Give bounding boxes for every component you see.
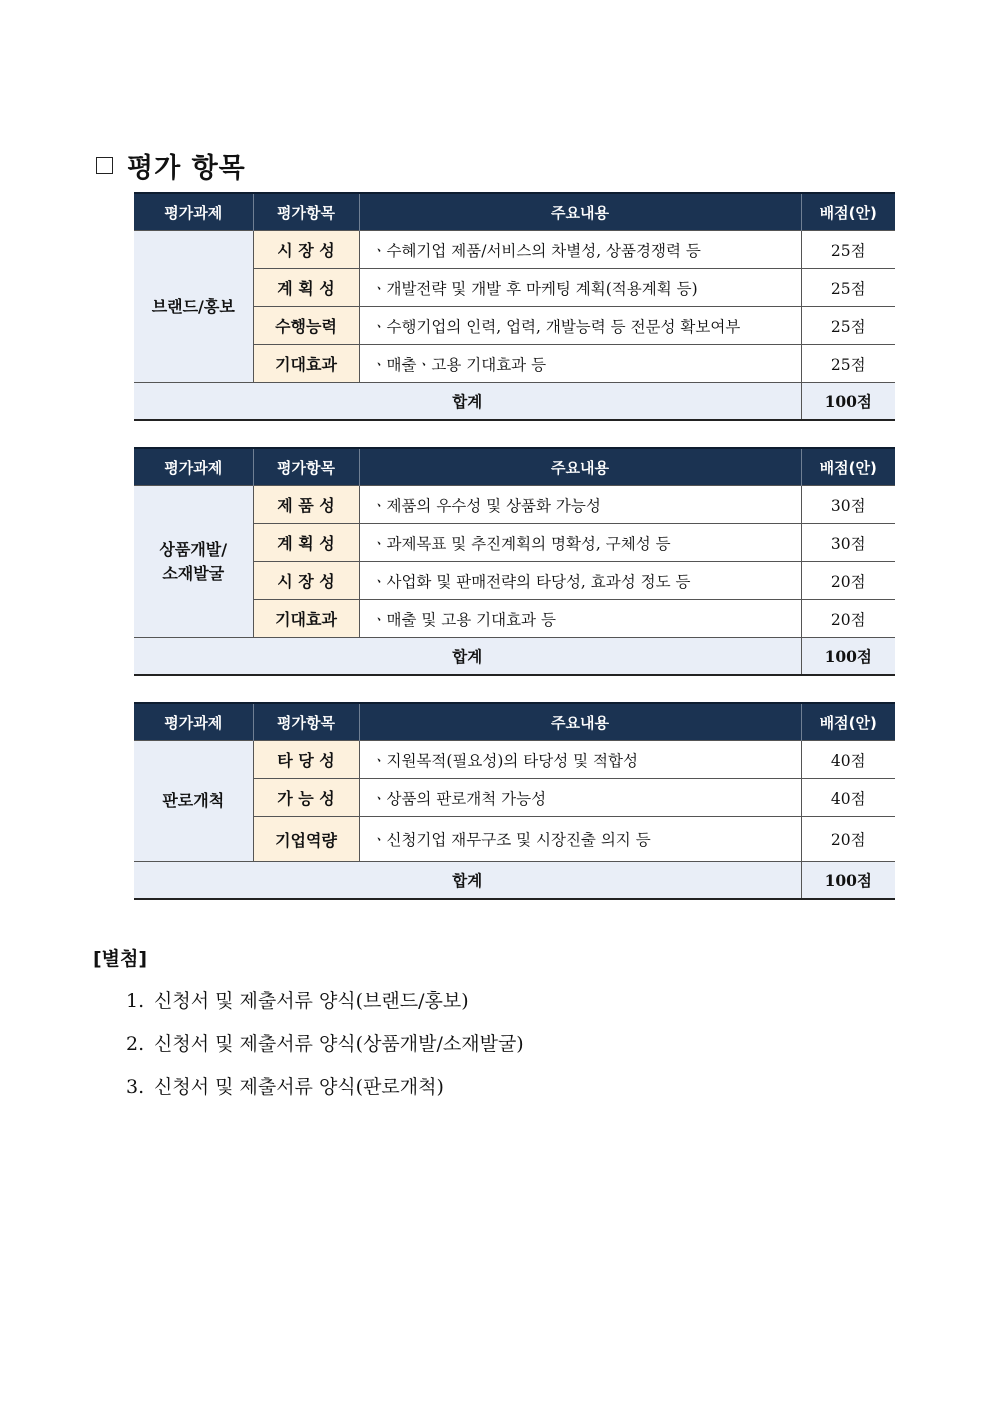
list-item-text: 신청서 및 제출서류 양식(브랜드/홍보) bbox=[154, 990, 469, 1012]
score-cell: 30점 bbox=[801, 524, 895, 562]
content-cell: ㆍ매출 및 고용 기대효과 등 bbox=[359, 600, 801, 638]
content-cell: ㆍ과제목표 및 추진계획의 명확성, 구체성 등 bbox=[359, 524, 801, 562]
header-item: 평가항목 bbox=[253, 193, 359, 231]
list-item bbox=[126, 1025, 524, 1068]
table-header-row bbox=[134, 448, 895, 486]
item-cell: 시 장 성 bbox=[253, 562, 359, 600]
header-score: 배점(안) bbox=[801, 193, 895, 231]
total-label: 합계 bbox=[134, 862, 801, 900]
score-cell: 25점 bbox=[801, 345, 895, 383]
score-cell: 30점 bbox=[801, 486, 895, 524]
list-item bbox=[126, 1068, 524, 1111]
list-item-number: 1. bbox=[126, 990, 145, 1012]
item-cell: 시 장 성 bbox=[253, 231, 359, 269]
content-cell: ㆍ지원목적(필요성)의 타당성 및 적합성 bbox=[359, 741, 801, 779]
task-label-line: 소재발굴 bbox=[162, 563, 225, 583]
content-cell: ㆍ수행기업의 인력, 업력, 개발능력 등 전문성 확보여부 bbox=[359, 307, 801, 345]
header-content: 주요내용 bbox=[359, 703, 801, 741]
header-task: 평가과제 bbox=[134, 448, 253, 486]
total-row bbox=[134, 383, 895, 421]
task-cell bbox=[134, 741, 253, 862]
header-task: 평가과제 bbox=[134, 193, 253, 231]
item-cell: 계 획 성 bbox=[253, 269, 359, 307]
score-cell: 25점 bbox=[801, 231, 895, 269]
evaluation-table-market bbox=[134, 702, 895, 900]
total-label: 합계 bbox=[134, 638, 801, 676]
item-cell: 가 능 성 bbox=[253, 779, 359, 817]
task-label-line: 브랜드/홍보 bbox=[151, 296, 235, 316]
score-cell: 20점 bbox=[801, 562, 895, 600]
total-score: 100점 bbox=[801, 383, 895, 421]
header-score: 배점(안) bbox=[801, 448, 895, 486]
score-cell: 20점 bbox=[801, 817, 895, 862]
total-score: 100점 bbox=[801, 862, 895, 900]
item-cell: 기대효과 bbox=[253, 600, 359, 638]
total-row bbox=[134, 638, 895, 676]
content-cell: ㆍ사업화 및 판매전략의 타당성, 효과성 정도 등 bbox=[359, 562, 801, 600]
attachments-list bbox=[126, 982, 524, 1111]
table-header-row bbox=[134, 193, 895, 231]
item-cell: 기대효과 bbox=[253, 345, 359, 383]
list-item-number: 2. bbox=[126, 1033, 145, 1055]
total-row bbox=[134, 862, 895, 900]
content-cell: ㆍ제품의 우수성 및 상품화 가능성 bbox=[359, 486, 801, 524]
table-header-row bbox=[134, 703, 895, 741]
table-row bbox=[134, 486, 895, 524]
section-title bbox=[96, 146, 246, 185]
section-title-text: 평가 항목 bbox=[127, 153, 246, 184]
item-cell: 제 품 성 bbox=[253, 486, 359, 524]
item-cell: 타 당 성 bbox=[253, 741, 359, 779]
table-row bbox=[134, 231, 895, 269]
evaluation-table-product bbox=[134, 447, 895, 676]
task-label-line: 상품개발/ bbox=[159, 540, 228, 560]
header-task: 평가과제 bbox=[134, 703, 253, 741]
header-item: 평가항목 bbox=[253, 448, 359, 486]
score-cell: 25점 bbox=[801, 269, 895, 307]
list-item-number: 3. bbox=[126, 1076, 145, 1098]
table-row bbox=[134, 741, 895, 779]
header-content: 주요내용 bbox=[359, 193, 801, 231]
header-content: 주요내용 bbox=[359, 448, 801, 486]
header-score: 배점(안) bbox=[801, 703, 895, 741]
list-item bbox=[126, 982, 524, 1025]
task-cell bbox=[134, 231, 253, 383]
list-item-text: 신청서 및 제출서류 양식(판로개척) bbox=[154, 1076, 444, 1098]
evaluation-table-brand bbox=[134, 192, 895, 421]
content-cell: ㆍ상품의 판로개척 가능성 bbox=[359, 779, 801, 817]
content-cell: ㆍ수혜기업 제품/서비스의 차별성, 상품경쟁력 등 bbox=[359, 231, 801, 269]
item-cell: 수행능력 bbox=[253, 307, 359, 345]
checkbox-square-icon bbox=[96, 157, 113, 174]
total-score: 100점 bbox=[801, 638, 895, 676]
item-cell: 기업역량 bbox=[253, 817, 359, 862]
task-cell bbox=[134, 486, 253, 638]
item-cell: 계 획 성 bbox=[253, 524, 359, 562]
header-item: 평가항목 bbox=[253, 703, 359, 741]
task-label-line: 판로개척 bbox=[162, 791, 225, 811]
content-cell: ㆍ개발전략 및 개발 후 마케팅 계획(적용계획 등) bbox=[359, 269, 801, 307]
score-cell: 40점 bbox=[801, 779, 895, 817]
total-label: 합계 bbox=[134, 383, 801, 421]
score-cell: 25점 bbox=[801, 307, 895, 345]
attachments-title: [별첨] bbox=[93, 948, 148, 970]
score-cell: 20점 bbox=[801, 600, 895, 638]
score-cell: 40점 bbox=[801, 741, 895, 779]
list-item-text: 신청서 및 제출서류 양식(상품개발/소재발굴) bbox=[154, 1033, 524, 1055]
content-cell: ㆍ신청기업 재무구조 및 시장진출 의지 등 bbox=[359, 817, 801, 862]
content-cell: ㆍ매출ㆍ고용 기대효과 등 bbox=[359, 345, 801, 383]
